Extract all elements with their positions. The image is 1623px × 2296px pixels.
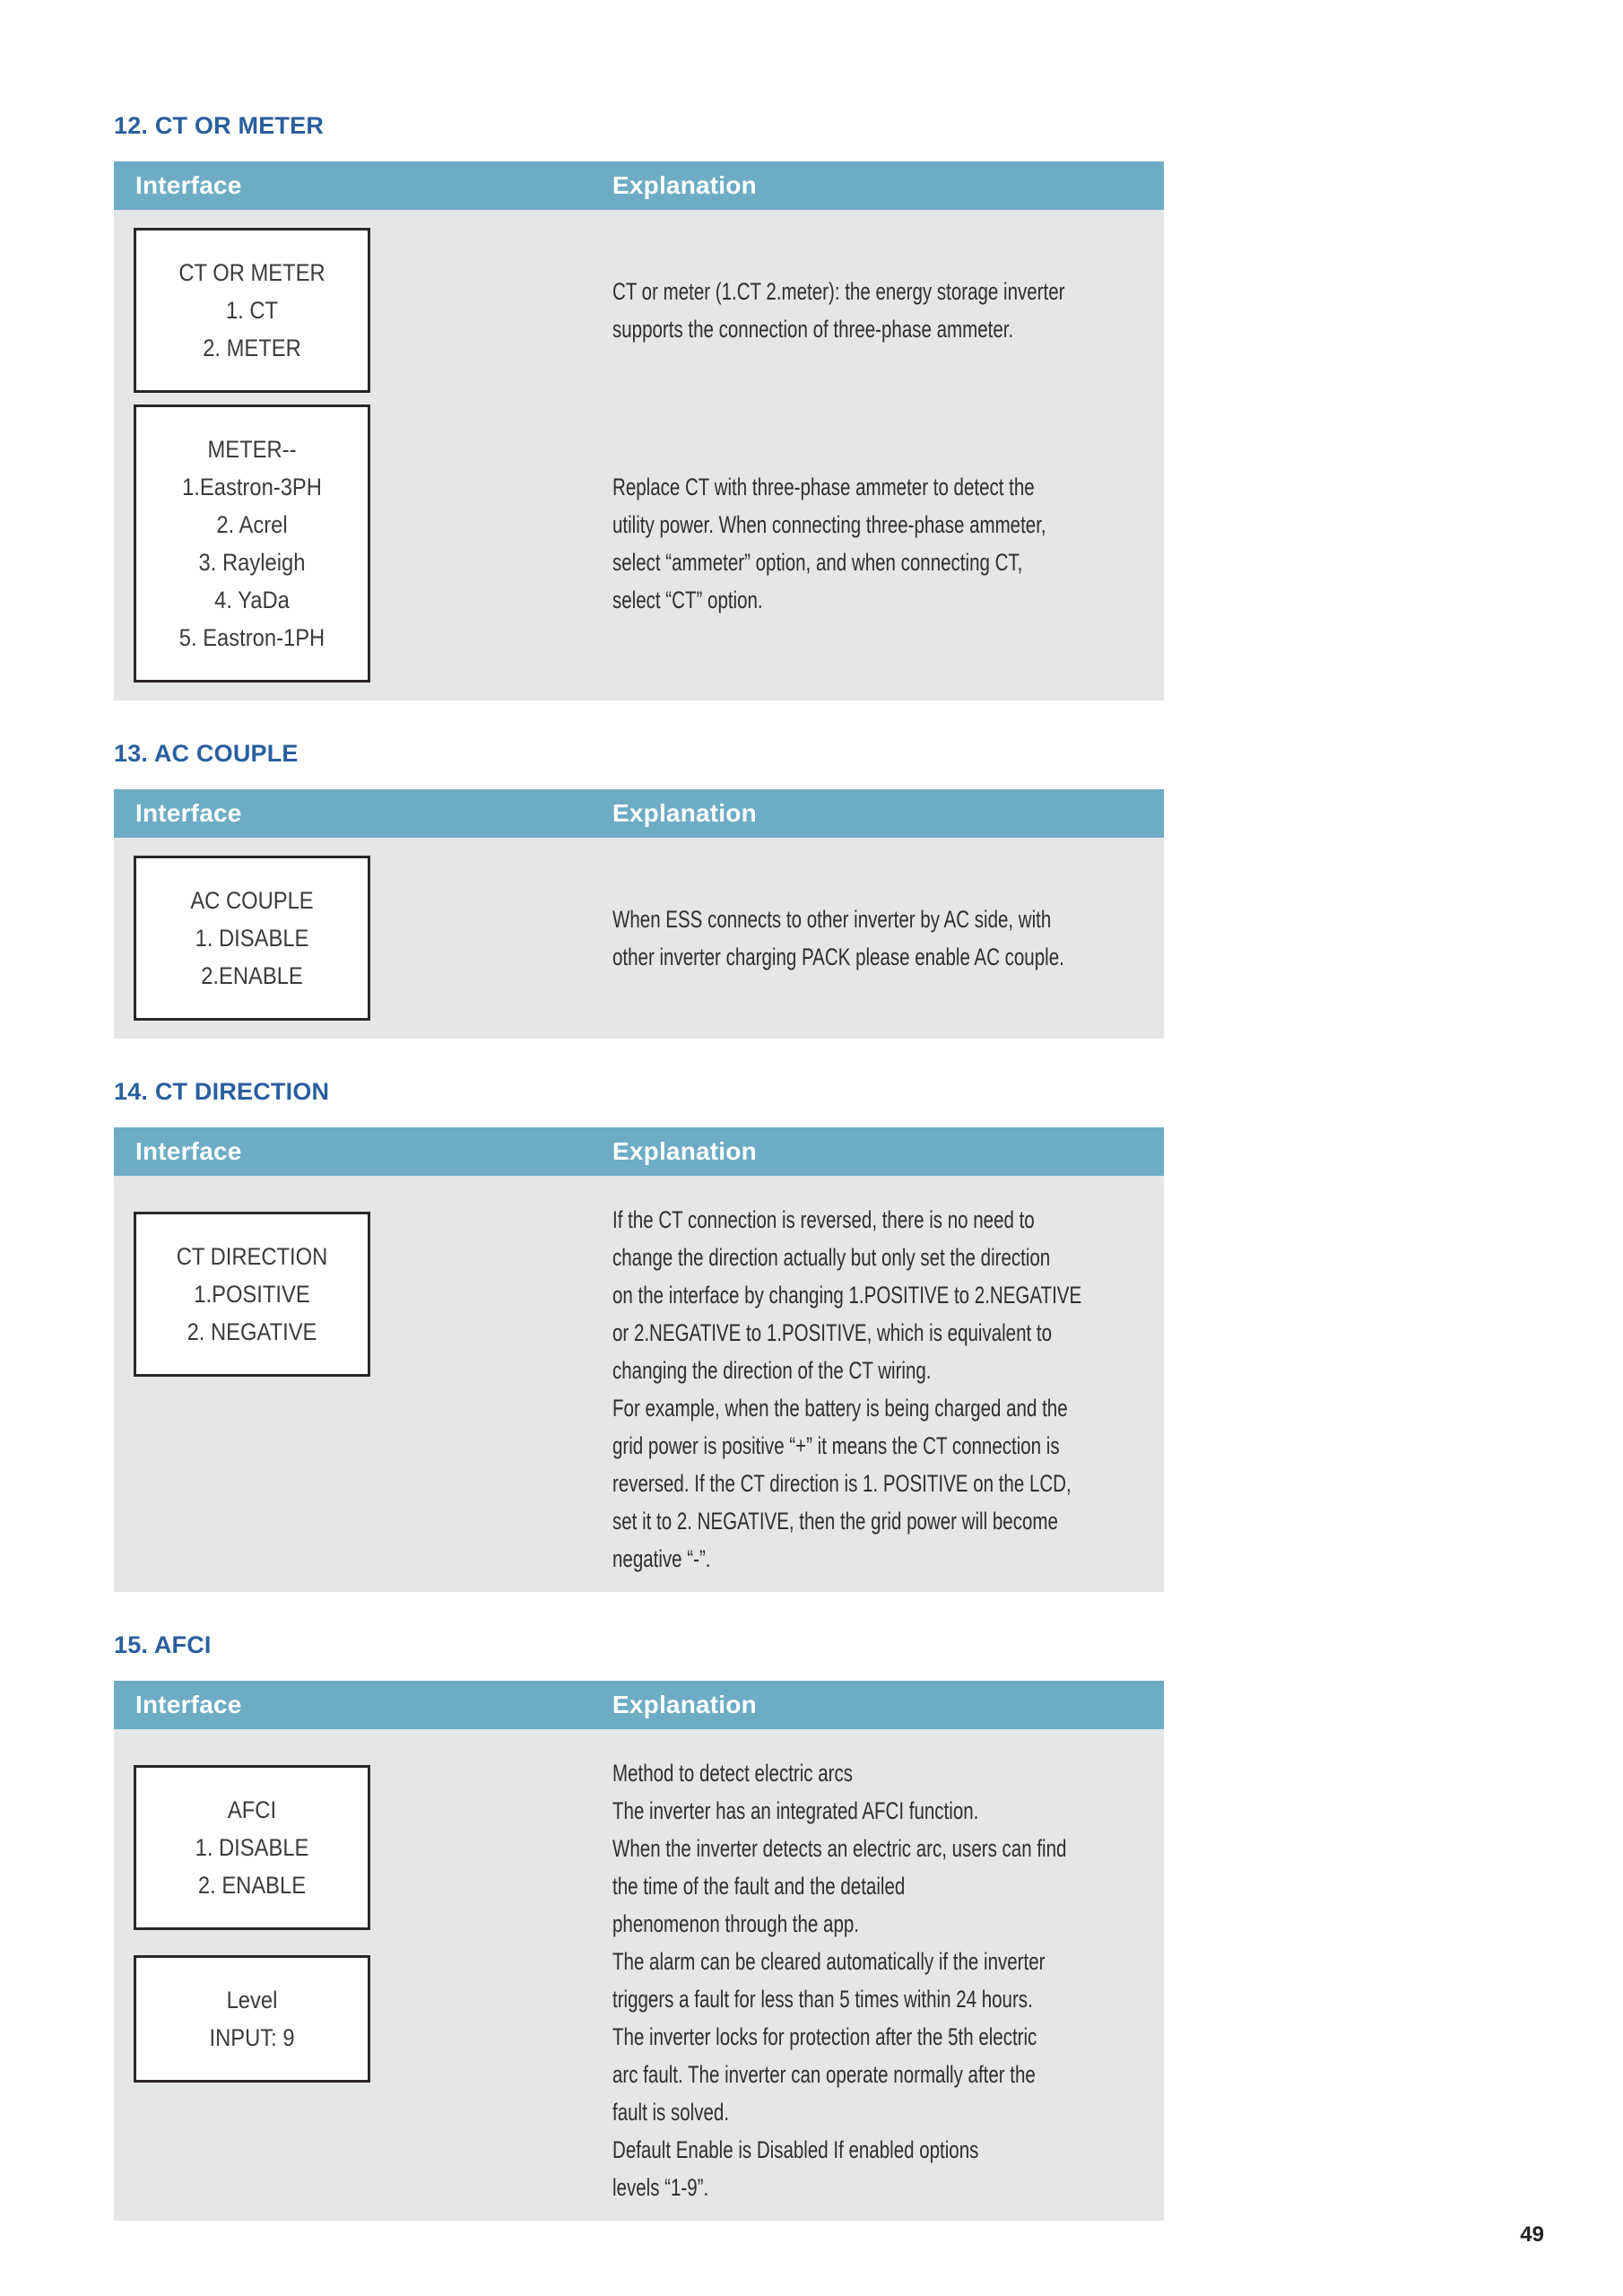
text-line: or 2.NEGATIVE to 1.POSITIVE, which is equivalent to xyxy=(612,1319,1053,1346)
text-line: METER-- xyxy=(207,436,297,463)
text-line: set it to 2. NEGATIVE, then the grid power will become xyxy=(612,1508,1058,1535)
interface-cell xyxy=(114,404,612,683)
table-row xyxy=(114,1194,1164,1578)
section-title: 14. CT DIRECTION xyxy=(114,1078,330,1105)
text-line: select “CT” option. xyxy=(612,587,763,613)
text-line: INPUT: 9 xyxy=(209,2024,295,2051)
text-line: CT OR METER xyxy=(178,259,325,286)
text-line: If the CT connection is reversed, there is no need to xyxy=(612,1206,1035,1233)
explanation-text xyxy=(612,273,1212,348)
lcd-screen-box xyxy=(134,1955,370,2083)
text-line: AFCI xyxy=(227,1796,277,1823)
text-line: select “ammeter” option, and when connecting CT, xyxy=(612,549,1023,576)
text-line: For example, when the battery is being charged and the xyxy=(612,1395,1068,1422)
text-line: Replace CT with three-phase ammeter to detect the xyxy=(612,474,1035,500)
explanation-cell xyxy=(612,468,1402,619)
explanation-text xyxy=(612,1754,1212,2206)
lcd-screen-box xyxy=(134,1765,370,1930)
page-number: 49 xyxy=(1520,2222,1544,2247)
column-header-explanation: Explanation xyxy=(612,1691,757,1718)
column-header-explanation: Explanation xyxy=(612,799,757,827)
explanation-cell xyxy=(612,273,1402,348)
section-afci xyxy=(114,1631,1164,2221)
text-line: triggers a fault for less than 5 times within 24 hours. xyxy=(612,1986,1033,2013)
section-ct-direction xyxy=(114,1078,1164,1592)
text-line: The inverter locks for protection after the 5th electric xyxy=(612,2023,1037,2050)
text-line: changing the direction of the CT wiring. xyxy=(612,1357,932,1384)
table-body xyxy=(114,210,1164,700)
text-line: reversed. If the CT direction is 1. POSITIVE on the LCD, xyxy=(612,1470,1072,1497)
text-line: When the inverter detects an electric arc, users can find xyxy=(612,1835,1067,1862)
text-line: arc fault. The inverter can operate normally after the xyxy=(612,2061,1036,2088)
section-title: 15. AFCI xyxy=(114,1631,212,1658)
text-line: The inverter has an integrated AFCI function. xyxy=(612,1797,979,1824)
section-ct-or-meter xyxy=(114,112,1164,700)
table-row xyxy=(114,1747,1164,2206)
table-row xyxy=(114,404,1164,683)
text-line: Default Enable is Disabled If enabled options xyxy=(612,2136,979,2163)
column-header-interface: Interface xyxy=(135,1137,242,1165)
explanation-cell xyxy=(612,1194,1402,1578)
text-line: other inverter charging PACK please enable AC couple. xyxy=(612,944,1064,970)
text-line: on the interface by changing 1.POSITIVE to 2.NEGATIVE xyxy=(612,1282,1082,1309)
explanation-cell xyxy=(612,1747,1402,2206)
text-line: 1.POSITIVE xyxy=(194,1281,310,1308)
lcd-screen-box xyxy=(134,856,370,1021)
interface-cell xyxy=(114,228,612,393)
table-row xyxy=(114,856,1164,1021)
text-line: the time of the fault and the detailed xyxy=(612,1873,906,1900)
lcd-screen-text xyxy=(153,1791,351,1904)
settings-table xyxy=(114,1681,1164,2221)
table-header-row xyxy=(114,1681,1164,1729)
text-line: CT or meter (1.CT 2.meter): the energy storage inverter xyxy=(612,278,1065,305)
section-title: 13. AC COUPLE xyxy=(114,740,299,767)
lcd-screen-text xyxy=(153,1981,351,2057)
section-ac-couple xyxy=(114,740,1164,1039)
lcd-screen-box xyxy=(134,228,370,393)
text-line: fault is solved. xyxy=(612,2099,730,2126)
text-line: grid power is positive “+” it means the CT connection is xyxy=(612,1432,1060,1459)
column-header-interface: Interface xyxy=(135,799,242,827)
text-line: Method to detect electric arcs xyxy=(612,1760,854,1787)
text-line: supports the connection of three-phase ammeter. xyxy=(612,316,1014,343)
column-header-interface: Interface xyxy=(135,1691,242,1718)
interface-cell xyxy=(114,1194,612,1377)
settings-table xyxy=(114,1127,1164,1592)
column-header-interface: Interface xyxy=(135,171,242,199)
text-line: AC COUPLE xyxy=(190,887,314,914)
explanation-text xyxy=(612,1201,1212,1578)
text-line: 2. Acrel xyxy=(216,511,288,538)
lcd-screen-text xyxy=(153,1238,351,1351)
explanation-text xyxy=(612,900,1212,976)
text-line: 1. DISABLE xyxy=(195,925,309,952)
text-line: 2.ENABLE xyxy=(201,962,303,989)
text-line: phenomenon through the app. xyxy=(612,1910,859,1937)
table-body xyxy=(114,1176,1164,1592)
lcd-screen-text xyxy=(153,430,351,657)
text-line: 1. DISABLE xyxy=(195,1834,309,1861)
text-line: 4. YaDa xyxy=(214,587,290,613)
text-line: levels “1-9”. xyxy=(612,2174,709,2201)
explanation-text xyxy=(612,468,1212,619)
explanation-cell xyxy=(612,900,1402,976)
text-line: 2. ENABLE xyxy=(197,1872,307,1899)
text-line: When ESS connects to other inverter by AC side, with xyxy=(612,906,1052,933)
lcd-screen-text xyxy=(153,882,351,995)
text-line: 3. Rayleigh xyxy=(198,549,306,576)
table-header-row xyxy=(114,1127,1164,1176)
text-line: 5. Eastron-1PH xyxy=(178,624,325,651)
page-content xyxy=(114,112,1164,2260)
lcd-screen-box xyxy=(134,1212,370,1377)
column-header-explanation: Explanation xyxy=(612,1137,757,1165)
interface-cell xyxy=(114,856,612,1021)
table-body xyxy=(114,838,1164,1039)
column-header-explanation: Explanation xyxy=(612,171,757,199)
lcd-screen-text xyxy=(153,254,351,367)
table-header-row xyxy=(114,161,1164,210)
table-row xyxy=(114,228,1164,393)
settings-table xyxy=(114,789,1164,1039)
text-line: change the direction actually but only set the direction xyxy=(612,1244,1051,1271)
table-body xyxy=(114,1729,1164,2221)
text-line: 1.Eastron-3PH xyxy=(182,474,322,500)
interface-cell xyxy=(114,1747,612,2083)
text-line: negative “-”. xyxy=(612,1545,711,1572)
text-line: utility power. When connecting three-phase ammeter, xyxy=(612,511,1046,538)
text-line: 1. CT xyxy=(225,297,279,324)
text-line: 2. NEGATIVE xyxy=(187,1318,317,1345)
text-line: Level xyxy=(226,1987,278,2013)
settings-table xyxy=(114,161,1164,700)
section-title: 12. CT OR METER xyxy=(114,112,325,139)
text-line: 2. METER xyxy=(203,335,301,361)
lcd-screen-box xyxy=(134,404,370,683)
text-line: CT DIRECTION xyxy=(176,1243,328,1270)
table-header-row xyxy=(114,789,1164,838)
text-line: The alarm can be cleared automatically if the inverter xyxy=(612,1948,1046,1975)
